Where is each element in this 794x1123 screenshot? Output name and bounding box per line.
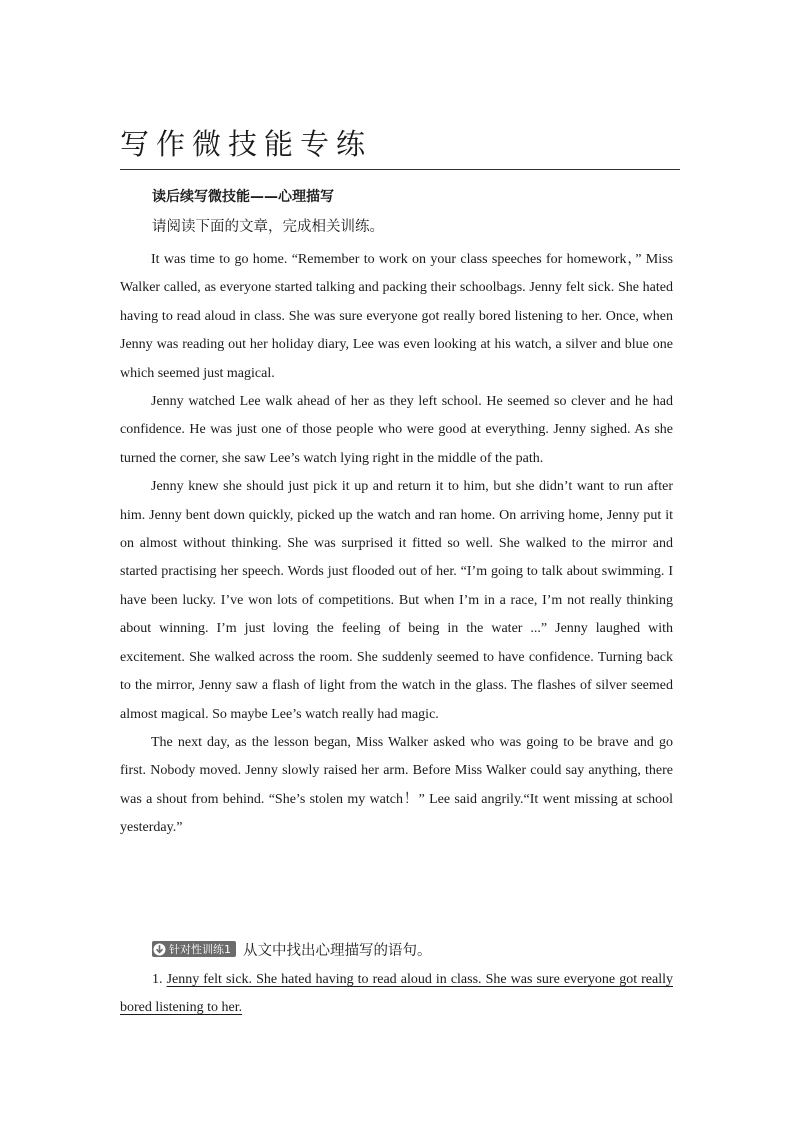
passage-paragraph-4: The next day, as the lesson began, Miss Walker asked who was going to be brave and go first. Nobody moved. Jenny slowly raised her arm. Before Miss Walker could say anything, there was a shout from behind. “She’s stolen my watch！” Lee said angrily.“It went missing at school yesterday.” bbox=[120, 734, 673, 836]
training-badge bbox=[152, 941, 236, 957]
answer-item bbox=[120, 966, 673, 1022]
title-divider bbox=[120, 169, 680, 170]
down-arrow-icon bbox=[153, 943, 166, 956]
passage-paragraph-3: Jenny knew she should just pick it up and return it to him, but she didn’t want to run after him. Jenny bent down quickly, picked up the watch and ran home. On arriving home, Jenny put it on almost without thinking. She was surprised it fitted so well. She walked to the mirror and started practising her speech. Words just flooded out of her. “I’m going to talk about swimming. I have been lucky. I’ve won lots of competitions. But when I’m in a race, I’m not really thinking about winning. I’m just loving the feeling of being in the water ...” Jenny laughed with excitement. She walked across the room. She suddenly seemed to have confidence. Turning back to the mirror, Jenny saw a flash of light from the watch in the glass. The flashes of silver seemed almost magical. So maybe Lee’s watch really had magic. bbox=[120, 479, 673, 722]
passage-paragraph-2: Jenny watched Lee walk ahead of her as they left school. He seemed so clever and he had confidence. He was just one of those people who were good at everything. Jenny sighed. As she turned the corner, she saw Lee’s watch lying right in the middle of the path. bbox=[120, 394, 673, 466]
passage-paragraph-1: It was time to go home. “Remember to work on your class speeches for homework，” Miss Walker called, as everyone started talking and packing their schoolbags. Jenny felt sick. She hated having to read aloud in class. She was sure everyone got really bored listening to her. Once, when Jenny was reading out her holiday diary, Lee was even looking at his watch, a silver and blue one which seemed just magical. bbox=[120, 252, 673, 381]
page-title: 写作微技能专练 bbox=[120, 127, 373, 161]
training-task bbox=[152, 938, 432, 960]
training-badge-label: 针对性训练1 bbox=[169, 943, 231, 956]
answer-text: Jenny felt sick. She hated having to read aloud in class. She was sure everyone got really bored listening to her. bbox=[120, 972, 674, 1015]
section-heading: 读后续写微技能——心理描写 bbox=[152, 189, 334, 205]
reading-passage bbox=[120, 246, 673, 843]
instruction-text: 请阅读下面的文章，完成相关训练。 bbox=[152, 219, 384, 235]
answer-number: 1. bbox=[152, 972, 163, 987]
training-prompt: 从文中找出心理描写的语句。 bbox=[243, 942, 432, 959]
